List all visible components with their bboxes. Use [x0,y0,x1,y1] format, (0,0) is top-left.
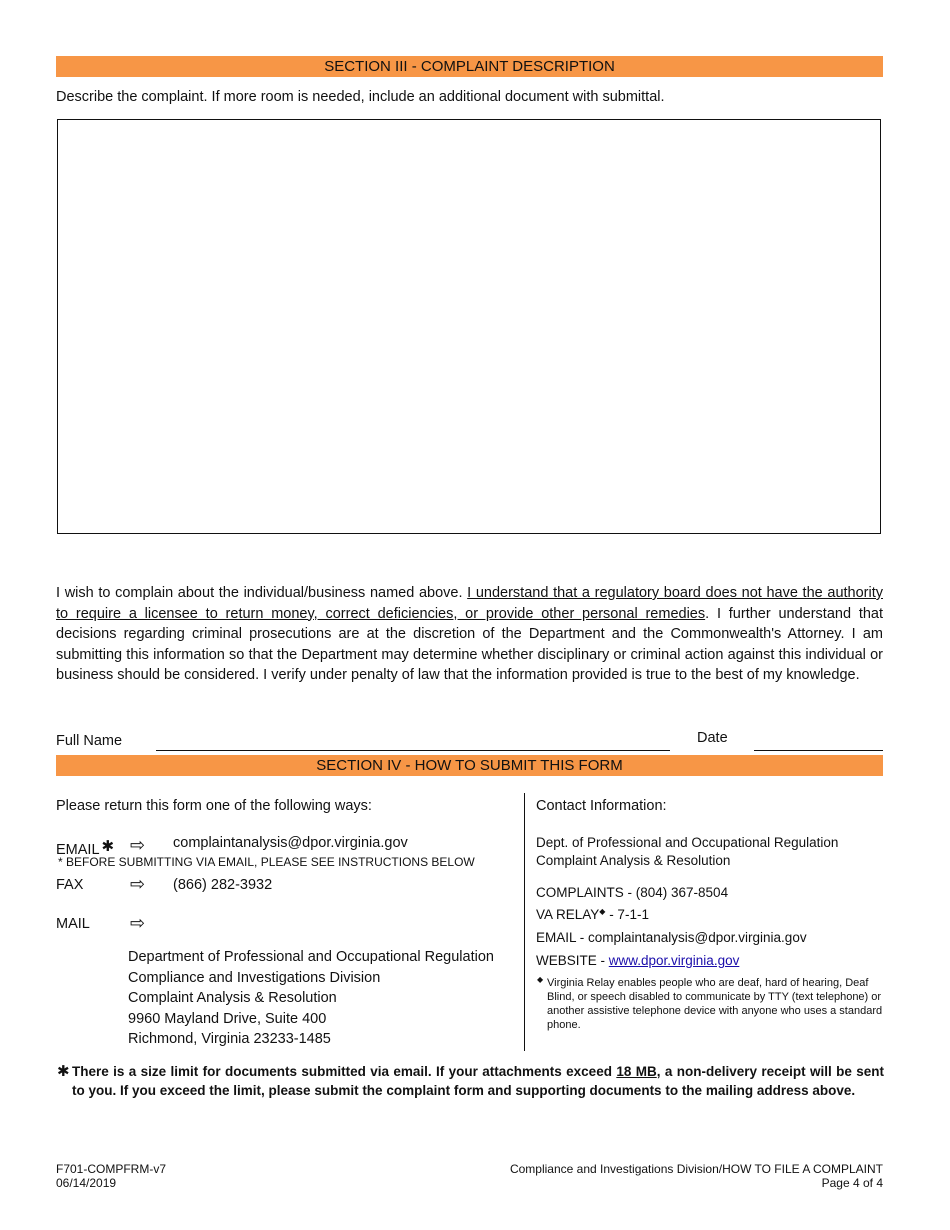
mail-line: Richmond, Virginia 23233-1485 [128,1031,331,1047]
contact-website [536,953,739,968]
complaint-statement [56,583,883,686]
contact-org-line1: Dept. of Professional and Occupational Regulation [536,835,839,850]
column-divider [524,793,525,1051]
footer-division: Compliance and Investigations Division/HOW TO FILE A COMPLAINT [509,1162,883,1176]
mail-line: 9960 Mayland Drive, Suite 400 [128,1010,327,1027]
statement-part1: I wish to complain about the individual/business named above. [56,585,468,601]
footer-right [510,1162,883,1190]
contact-org [536,834,838,870]
section-iii-title: SECTION III - COMPLAINT DESCRIPTION [324,58,615,75]
email-size-limit-note [72,1062,884,1100]
section-iii-banner [56,56,883,77]
form-id: F701-COMPFRM-v7 [56,1162,167,1176]
mail-label: MAIL [56,916,90,932]
va-relay-value: - 7-1-1 [605,907,649,922]
contact-va-relay [536,907,649,922]
email-instruction-note: * BEFORE SUBMITTING VIA EMAIL, PLEASE SEE INSTRUCTIONS BELOW [58,855,475,869]
contact-heading: Contact Information: [536,798,667,814]
relay-note: Virginia Relay enables people who are deaf, hard of hearing, Deaf Blind, or speech disabled to communicate by TTY (text telephone) or another assistive telephone device with anyone who uses a standard phone. [547,977,883,1031]
submit-intro: Please return this form one of the following ways: [56,798,372,814]
complaint-prompt: Describe the complaint. If more room is needed, include an additional document with submittal. [56,89,665,105]
diamond-icon: ◆ [537,975,544,984]
submit-email-address[interactable]: complaintanalysis@dpor.virginia.gov [173,835,408,851]
full-name-label: Full Name [56,733,123,749]
asterisk-icon: ✱ [101,838,115,855]
mail-line: Complaint Analysis & Resolution [128,990,337,1006]
contact-complaints-phone: COMPLAINTS - (804) 367-8504 [536,885,729,900]
fax-number: (866) 282-3932 [173,877,273,893]
size-limit-value: 18 MB [616,1064,657,1079]
complaint-description-textarea[interactable] [57,119,881,534]
website-link[interactable]: www.dpor.virginia.gov [608,953,740,968]
diamond-icon: ◆ [599,907,606,916]
section-iv-title: SECTION IV - HOW TO SUBMIT THIS FORM [316,757,623,774]
statement-part2: . I further understand that decisions regarding criminal prosecutions are at the discretion of the Department and the Commonwealth's Attorney. I am submitting this information so that the Department may determine whether disciplinary or criminal action against this individual or business should be considered. I verify under penalty of law that the information provided is true to the best of my knowledge. [56,605,884,683]
size-note-part2: , a non-delivery receipt will be sent to you. If you exceed the limit, please submit the complaint form and supporting documents to the mailing address above. [72,1064,884,1098]
full-name-input[interactable] [156,732,670,751]
arrow-right-icon: ⇨ [130,835,146,855]
mail-line: Department of Professional and Occupational Regulation [128,949,494,965]
website-label: WEBSITE - [536,953,609,968]
section-iv-banner [56,755,883,776]
contact-org-line2: Complaint Analysis & Resolution [536,853,731,868]
footer-left [56,1162,166,1190]
arrow-right-icon: ⇨ [130,874,146,894]
arrow-right-icon: ⇨ [130,913,146,933]
email-label: EMAIL [56,842,100,858]
date-label: Date [697,730,728,746]
date-input[interactable] [754,732,883,751]
fax-label: FAX [56,877,84,893]
mailing-address [128,947,494,1050]
size-note-part1: There is a size limit for documents submitted via email. If your attachments exceed [72,1064,617,1079]
va-relay-label: VA RELAY [536,907,600,922]
page-number: Page 4 of 4 [821,1176,883,1190]
contact-email: EMAIL - complaintanalysis@dpor.virginia.gov [536,930,807,945]
form-date: 06/14/2019 [56,1176,117,1190]
mail-line: Compliance and Investigations Division [128,969,381,986]
asterisk-icon: ✱ [57,1063,70,1080]
statement-underlined: I understand that a regulatory board does not have the authority to require a licensee to return money, correct deficiencies, or provide other personal remedies [56,585,883,622]
